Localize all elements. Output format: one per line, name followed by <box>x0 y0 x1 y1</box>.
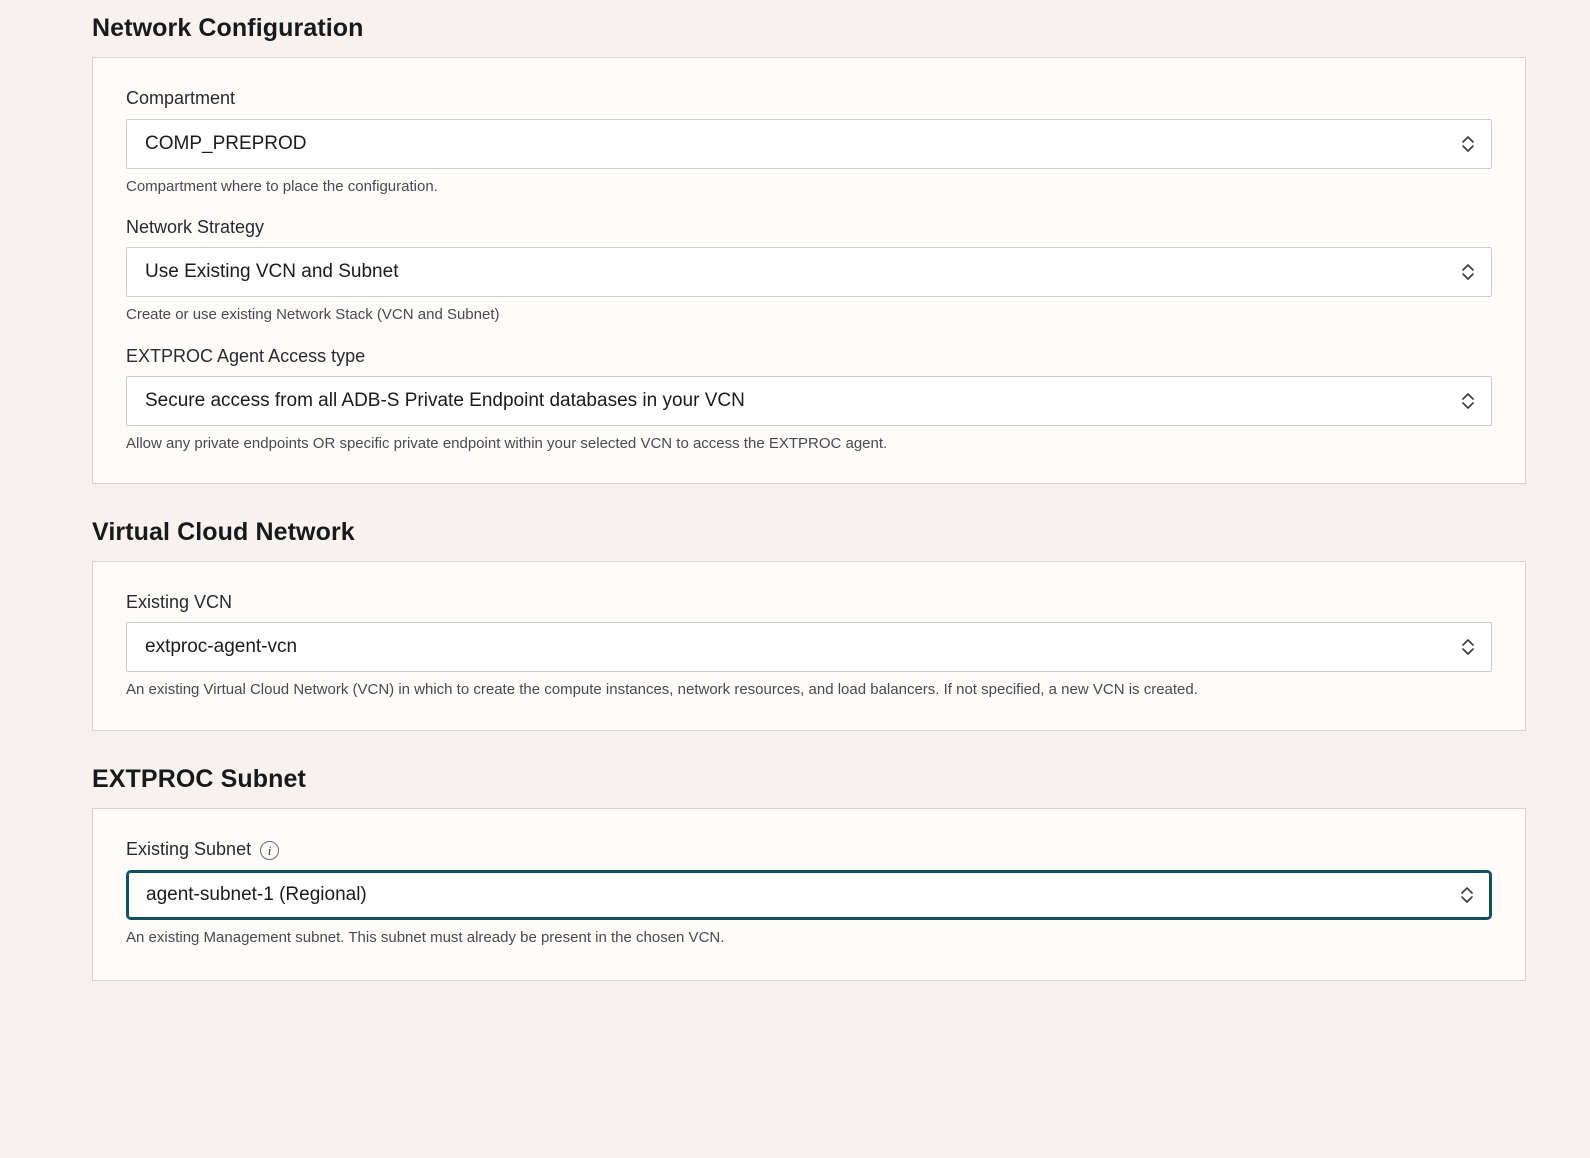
compartment-selected-value: COMP_PREPROD <box>145 132 307 154</box>
label-compartment-text: Compartment <box>126 88 236 108</box>
field-existing-vcn <box>126 592 1492 701</box>
section-title-network-configuration: Network Configuration <box>92 14 364 42</box>
compartment-select[interactable] <box>126 119 1492 169</box>
existing-vcn-select[interactable] <box>126 622 1492 672</box>
network-strategy-selected-value: Use Existing VCN and Subnet <box>145 261 399 283</box>
label-compartment <box>126 88 1492 110</box>
helper-extproc-agent-access-type: Allow any private endpoints OR specific private endpoint within your selected VCN to access the EXTPROC agent. <box>126 435 888 453</box>
label-existing-vcn-text: Existing VCN <box>126 591 233 612</box>
section-title-virtual-cloud-network: Virtual Cloud Network <box>92 517 355 546</box>
extproc-subnet-card <box>92 808 1526 981</box>
label-existing-subnet <box>126 839 1492 861</box>
extproc-agent-access-type-selected-value: Secure access from all ADB-S Private Endpoint databases in your VCN <box>145 390 745 412</box>
field-network-strategy <box>126 217 1492 326</box>
existing-vcn-selected-value: extproc-agent-vcn <box>145 636 298 658</box>
label-existing-subnet-text: Existing Subnet <box>126 839 252 860</box>
helper-existing-subnet: An existing Management subnet. This subnet must already be present in the chosen VCN. <box>126 928 725 946</box>
field-existing-subnet <box>126 839 1492 948</box>
helper-existing-vcn: An existing Virtual Cloud Network (VCN) in which to create the compute instances, network resources, and load balancers. If not specified, a new VCN is created. <box>126 681 1198 699</box>
field-compartment <box>126 88 1492 197</box>
field-extproc-agent-access-type <box>126 346 1492 455</box>
chevron-up-down-icon <box>1460 884 1474 906</box>
section-title-extproc-subnet: EXTPROC Subnet <box>92 765 306 794</box>
network-configuration-card <box>92 57 1526 484</box>
network-strategy-select[interactable] <box>126 247 1492 297</box>
chevron-up-down-icon <box>1461 261 1475 283</box>
existing-subnet-select[interactable] <box>126 870 1492 920</box>
virtual-cloud-network-card <box>92 561 1526 732</box>
helper-compartment: Compartment where to place the configuration. <box>126 177 438 195</box>
chevron-up-down-icon <box>1461 636 1475 658</box>
helper-network-strategy: Create or use existing Network Stack (VCN and Subnet) <box>126 306 500 324</box>
label-extproc-agent-access-type-text: EXTPROC Agent Access type <box>126 345 366 366</box>
info-icon[interactable]: i <box>260 841 279 860</box>
extproc-agent-access-type-select[interactable] <box>126 376 1492 426</box>
label-network-strategy-text: Network Strategy <box>126 216 265 237</box>
label-extproc-agent-access-type <box>126 346 1492 368</box>
label-network-strategy <box>126 217 1492 239</box>
chevron-up-down-icon <box>1461 133 1475 155</box>
label-existing-vcn <box>126 592 1492 614</box>
chevron-up-down-icon <box>1461 390 1475 412</box>
existing-subnet-selected-value: agent-subnet-1 (Regional) <box>146 883 367 905</box>
